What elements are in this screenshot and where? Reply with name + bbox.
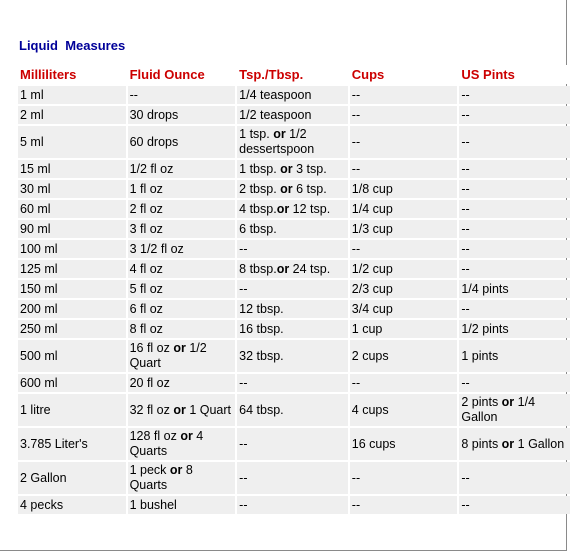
- cell-milliliters: 1 litre: [18, 394, 126, 426]
- cell-us-pints: --: [459, 126, 570, 158]
- table-row: [18, 200, 570, 218]
- cell-cups: 3/4 cup: [350, 300, 458, 318]
- table-row: [18, 374, 570, 392]
- cell-cups: --: [350, 106, 458, 124]
- cell-cups: 4 cups: [350, 394, 458, 426]
- cell-tsp-tbsp: 1/2 teaspoon: [237, 106, 348, 124]
- cell-milliliters: 3.785 Liter's: [18, 428, 126, 460]
- cell-cups: --: [350, 86, 458, 104]
- table-row: [18, 240, 570, 258]
- cell-milliliters: 600 ml: [18, 374, 126, 392]
- cell-fluid-ounce: 16 fl oz or 1/2 Quart: [128, 340, 236, 372]
- cell-tsp-tbsp: 6 tbsp.: [237, 220, 348, 238]
- cell-us-pints: --: [459, 220, 570, 238]
- cell-fluid-ounce: 1 bushel: [128, 496, 236, 514]
- cell-fluid-ounce: 3 fl oz: [128, 220, 236, 238]
- cell-fluid-ounce: 3 1/2 fl oz: [128, 240, 236, 258]
- cell-fluid-ounce: 2 fl oz: [128, 200, 236, 218]
- cell-us-pints: --: [459, 160, 570, 178]
- cell-us-pints: --: [459, 240, 570, 258]
- cell-tsp-tbsp: 16 tbsp.: [237, 320, 348, 338]
- column-header-cups: Cups: [350, 65, 458, 84]
- cell-tsp-tbsp: 2 tbsp. or 6 tsp.: [237, 180, 348, 198]
- cell-tsp-tbsp: 32 tbsp.: [237, 340, 348, 372]
- table-row: [18, 126, 570, 158]
- cell-tsp-tbsp: 4 tbsp.or 12 tsp.: [237, 200, 348, 218]
- table-row: [18, 106, 570, 124]
- cell-fluid-ounce: 60 drops: [128, 126, 236, 158]
- cell-milliliters: 150 ml: [18, 280, 126, 298]
- table-row: [18, 496, 570, 514]
- cell-fluid-ounce: --: [128, 86, 236, 104]
- cell-us-pints: 1 pints: [459, 340, 570, 372]
- cell-milliliters: 125 ml: [18, 260, 126, 278]
- cell-fluid-ounce: 4 fl oz: [128, 260, 236, 278]
- cell-tsp-tbsp: --: [237, 280, 348, 298]
- table-row: [18, 340, 570, 372]
- table-row: [18, 394, 570, 426]
- cell-milliliters: 15 ml: [18, 160, 126, 178]
- cell-cups: --: [350, 374, 458, 392]
- cell-tsp-tbsp: --: [237, 374, 348, 392]
- cell-fluid-ounce: 128 fl oz or 4 Quarts: [128, 428, 236, 460]
- cell-tsp-tbsp: --: [237, 428, 348, 460]
- cell-milliliters: 2 Gallon: [18, 462, 126, 494]
- table-row: [18, 180, 570, 198]
- cell-tsp-tbsp: 1 tsp. or 1/2 dessertspoon: [237, 126, 348, 158]
- cell-us-pints: --: [459, 180, 570, 198]
- table-row: [18, 462, 570, 494]
- cell-cups: --: [350, 462, 458, 494]
- header-row: [18, 65, 570, 84]
- cell-milliliters: 2 ml: [18, 106, 126, 124]
- cell-fluid-ounce: 1 fl oz: [128, 180, 236, 198]
- column-header-tsp-tbsp: Tsp./Tbsp.: [237, 65, 348, 84]
- table-row: [18, 260, 570, 278]
- cell-tsp-tbsp: 12 tbsp.: [237, 300, 348, 318]
- cell-cups: 1/4 cup: [350, 200, 458, 218]
- table-row: [18, 320, 570, 338]
- cell-milliliters: 1 ml: [18, 86, 126, 104]
- cell-fluid-ounce: 5 fl oz: [128, 280, 236, 298]
- cell-tsp-tbsp: 1 tbsp. or 3 tsp.: [237, 160, 348, 178]
- cell-fluid-ounce: 1 peck or 8 Quarts: [128, 462, 236, 494]
- cell-us-pints: 2 pints or 1/4 Gallon: [459, 394, 570, 426]
- cell-milliliters: 90 ml: [18, 220, 126, 238]
- cell-milliliters: 5 ml: [18, 126, 126, 158]
- cell-cups: 16 cups: [350, 428, 458, 460]
- cell-milliliters: 200 ml: [18, 300, 126, 318]
- cell-cups: --: [350, 126, 458, 158]
- cell-cups: 1/8 cup: [350, 180, 458, 198]
- cell-us-pints: --: [459, 496, 570, 514]
- cell-fluid-ounce: 30 drops: [128, 106, 236, 124]
- column-header-fluid-ounce: Fluid Ounce: [128, 65, 236, 84]
- table-row: [18, 280, 570, 298]
- cell-tsp-tbsp: --: [237, 496, 348, 514]
- cell-us-pints: --: [459, 86, 570, 104]
- cell-us-pints: 1/2 pints: [459, 320, 570, 338]
- cell-cups: --: [350, 240, 458, 258]
- table-row: [18, 220, 570, 238]
- liquid-measures-table: [16, 63, 572, 516]
- cell-cups: 1/3 cup: [350, 220, 458, 238]
- table-row: [18, 160, 570, 178]
- cell-us-pints: 1/4 pints: [459, 280, 570, 298]
- cell-us-pints: 8 pints or 1 Gallon: [459, 428, 570, 460]
- cell-cups: 2/3 cup: [350, 280, 458, 298]
- table-row: [18, 428, 570, 460]
- column-header-us-pints: US Pints: [459, 65, 570, 84]
- cell-cups: 2 cups: [350, 340, 458, 372]
- cell-us-pints: --: [459, 260, 570, 278]
- cell-fluid-ounce: 8 fl oz: [128, 320, 236, 338]
- cell-fluid-ounce: 32 fl oz or 1 Quart: [128, 394, 236, 426]
- cell-milliliters: 100 ml: [18, 240, 126, 258]
- cell-us-pints: --: [459, 106, 570, 124]
- cell-us-pints: --: [459, 374, 570, 392]
- cell-cups: --: [350, 160, 458, 178]
- cell-tsp-tbsp: 8 tbsp.or 24 tsp.: [237, 260, 348, 278]
- cell-us-pints: --: [459, 200, 570, 218]
- cell-milliliters: 30 ml: [18, 180, 126, 198]
- cell-milliliters: 60 ml: [18, 200, 126, 218]
- cell-tsp-tbsp: 64 tbsp.: [237, 394, 348, 426]
- cell-cups: --: [350, 496, 458, 514]
- cell-tsp-tbsp: --: [237, 462, 348, 494]
- cell-us-pints: --: [459, 462, 570, 494]
- cell-fluid-ounce: 20 fl oz: [128, 374, 236, 392]
- cell-fluid-ounce: 6 fl oz: [128, 300, 236, 318]
- cell-cups: 1/2 cup: [350, 260, 458, 278]
- table-row: [18, 86, 570, 104]
- cell-tsp-tbsp: 1/4 teaspoon: [237, 86, 348, 104]
- cell-milliliters: 500 ml: [18, 340, 126, 372]
- page-title: Liquid Measures: [19, 38, 126, 53]
- cell-milliliters: 4 pecks: [18, 496, 126, 514]
- table-row: [18, 300, 570, 318]
- cell-cups: 1 cup: [350, 320, 458, 338]
- table-body: [18, 86, 570, 514]
- cell-us-pints: --: [459, 300, 570, 318]
- cell-tsp-tbsp: --: [237, 240, 348, 258]
- cell-fluid-ounce: 1/2 fl oz: [128, 160, 236, 178]
- cell-milliliters: 250 ml: [18, 320, 126, 338]
- column-header-milliliters: Milliliters: [18, 65, 126, 84]
